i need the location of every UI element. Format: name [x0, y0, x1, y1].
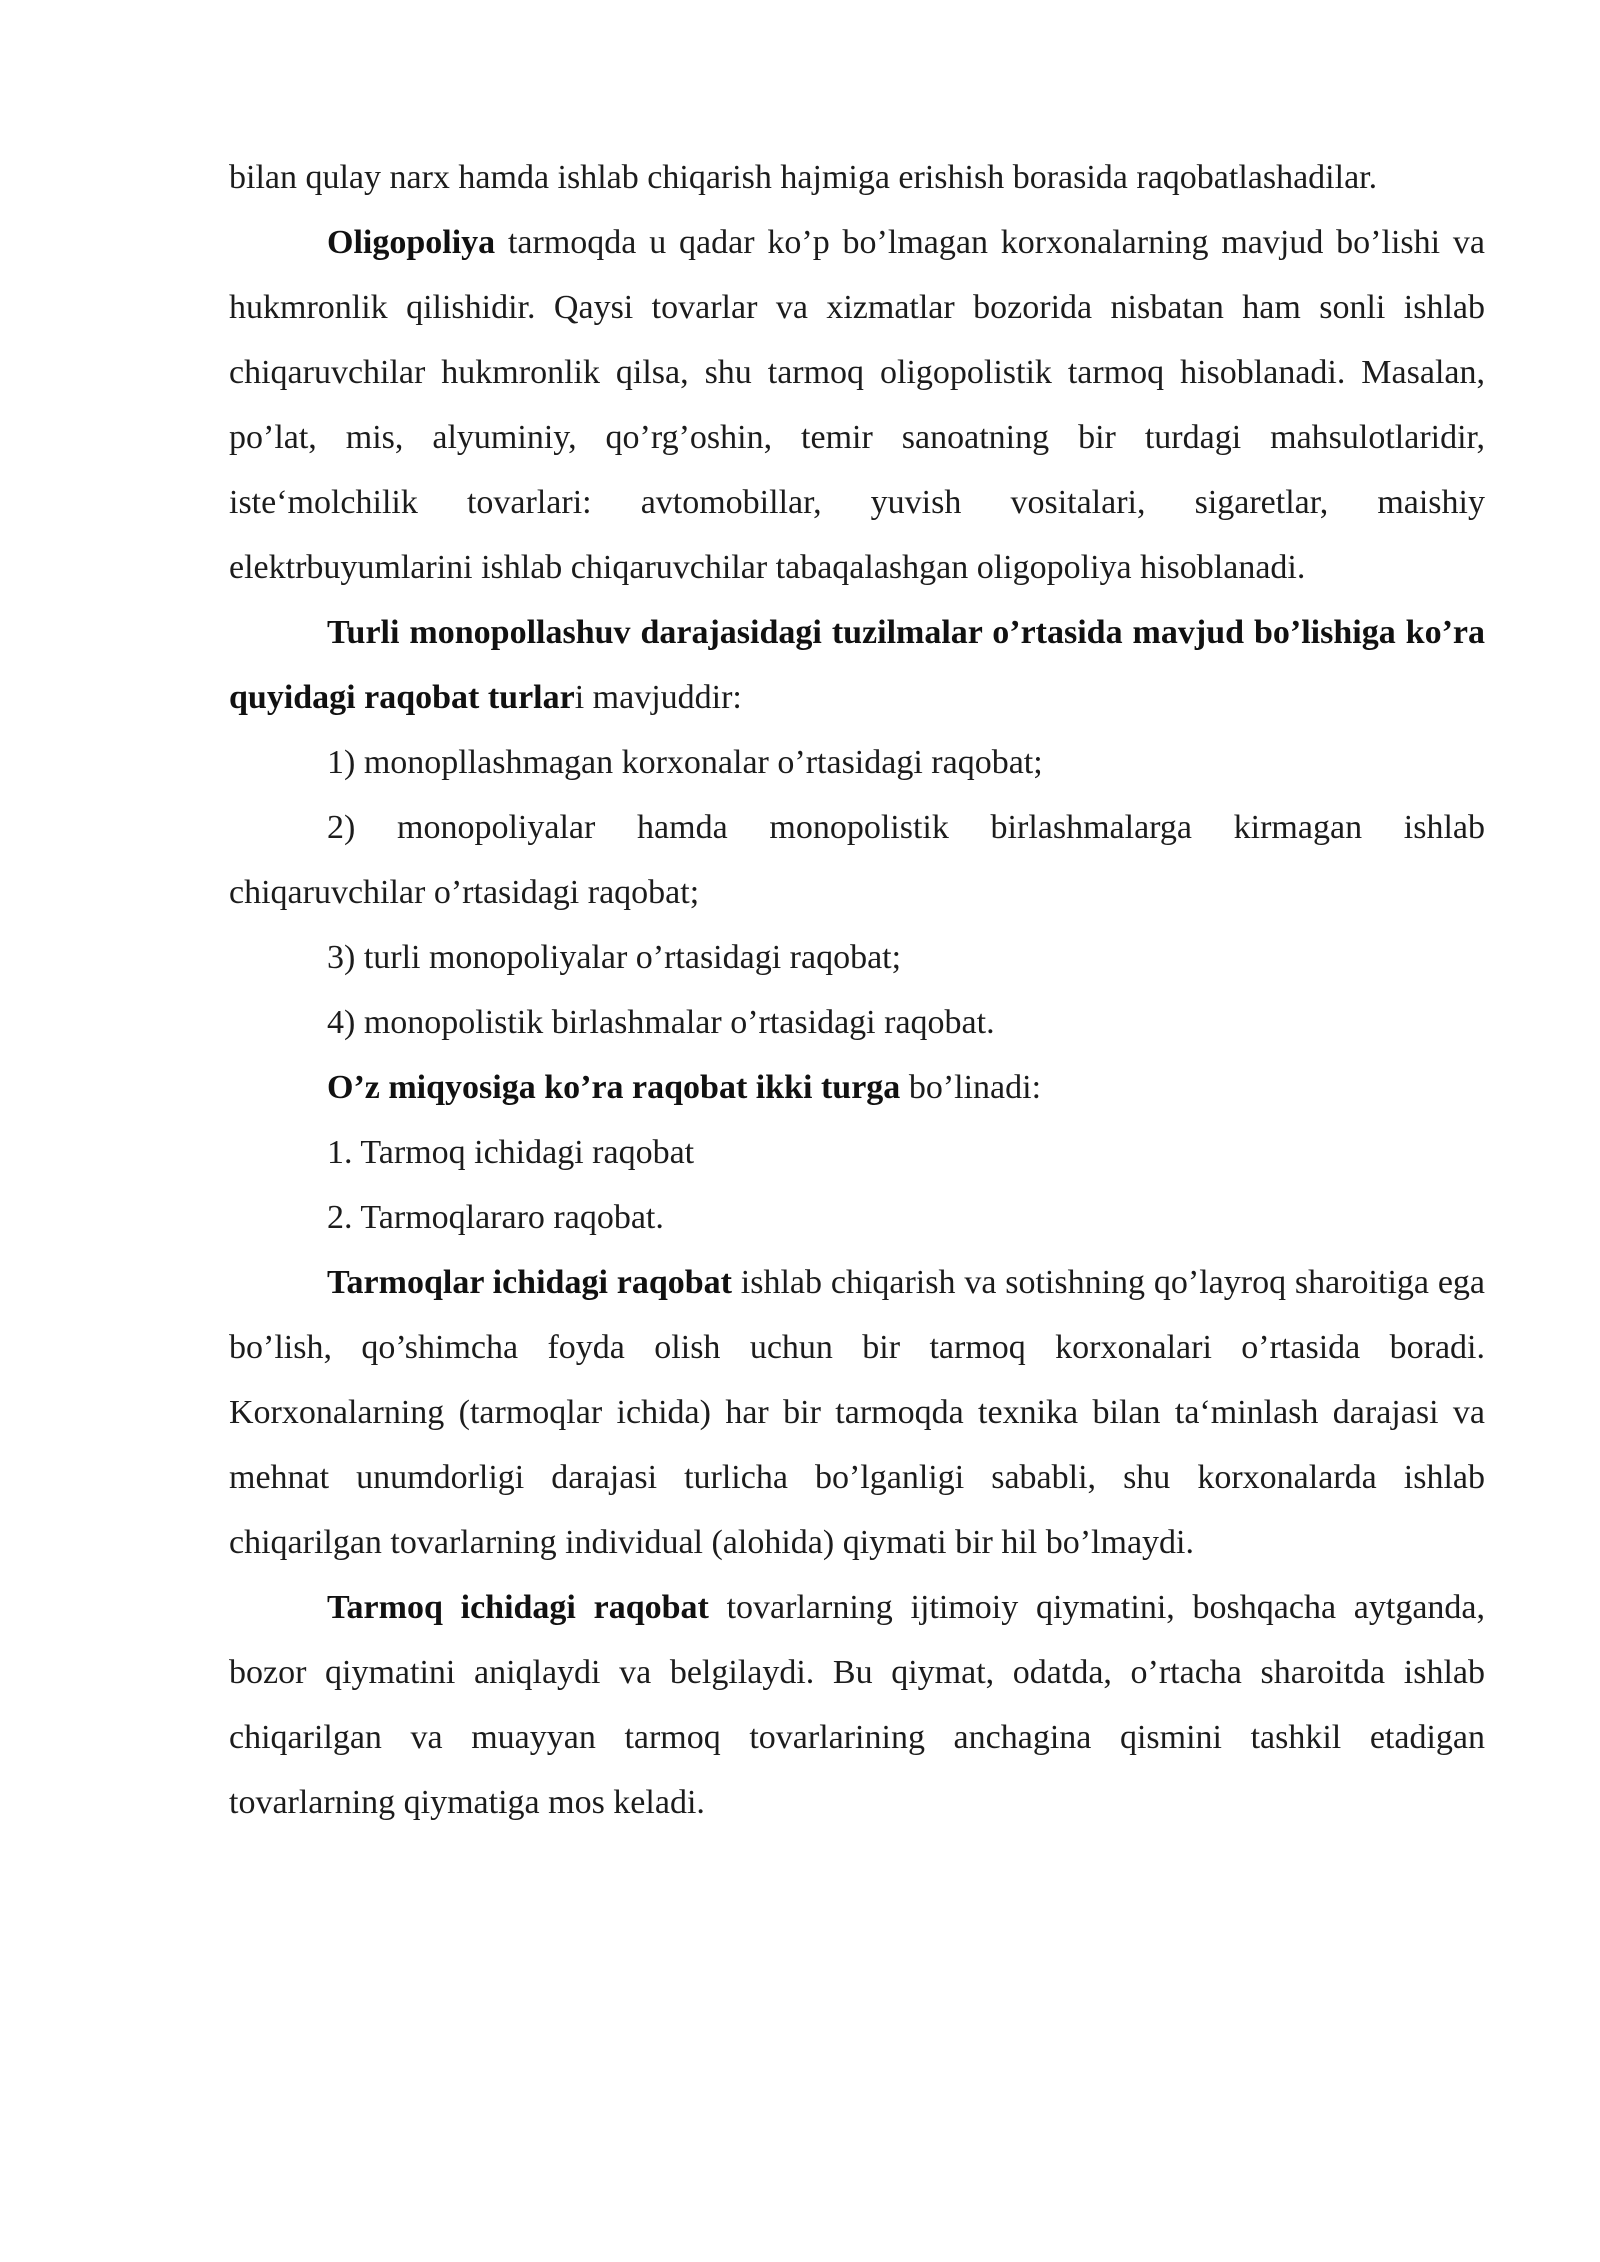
list-item-3 [229, 925, 1485, 990]
paragraph-intro-continuation [229, 145, 1485, 210]
list-item-text: 4) monopolistik birlashmalar o’rtasidagi raqobat. [327, 1004, 995, 1041]
numbered-item-text: 1. Tarmoq ichidagi raqobat [327, 1134, 695, 1171]
paragraph-intra-industry-competition [229, 1250, 1485, 1575]
heading-competition-types: Turli monopollashuv darajasidagi tuzilmalar o’rtasida mavjud bo’lishiga ko’ra quyidagi raqobat turlar [229, 614, 1485, 716]
paragraph-text: bilan qulay narx hamda ishlab chiqarish hajmiga erishish borasida raqobatlashadilar. [229, 159, 1378, 196]
paragraph-competition-types-heading [229, 600, 1485, 730]
paragraph-text: bo’linadi: [900, 1069, 1042, 1106]
paragraph-oligopoliya [229, 210, 1485, 600]
document-page [229, 145, 1485, 1835]
heading-scale-types: O’z miqyosiga ko’ra raqobat ikki turga [327, 1069, 901, 1106]
paragraph-text: tarmoqda u qadar ko’p bo’lmagan korxonalarning mavjud bo’lishi va hukmronlik qilishidir. Qaysi tovarlar va xizmatlar bozorida nisbatan ham sonli ishlab chiqaruvchilar hukmronlik qilsa, shu tarmoq oligopolistik tarmoq hisoblanadi. Masalan, po’lat, mis, alyuminiy, qo’rg’oshin, temir sanoatning bir turdagi mahsulotlaridir, iste‘molchilik tovarlari: avtomobillar, yuvish vositalari, sigaretlar, maishiy elektrbuyumlarini ishlab chiqaruvchilar tabaqalashgan oligopoliya hisoblanadi. [229, 224, 1485, 586]
list-item-2 [229, 795, 1485, 925]
list-item-text: 1) monopllashmagan korxonalar o’rtasidagi raqobat; [327, 744, 1043, 781]
paragraph-scale-heading [229, 1055, 1485, 1120]
list-item-text: 3) turli monopoliyalar o’rtasidagi raqobat; [327, 939, 902, 976]
numbered-item-text: 2. Tarmoqlararo raqobat. [327, 1199, 664, 1236]
paragraph-industry-value [229, 1575, 1485, 1835]
paragraph-text: ishlab chiqarish va sotishning qo’layroq sharoitiga ega bo’lish, qo’shimcha foyda olish uchun bir tarmoq korxonalari o’rtasida boradi. Korxonalarning (tarmoqlar ichida) har bir tarmoqda texnika bilan ta‘minlash darajasi va mehnat unumdorligi darajasi turlicha bo’lganligi sababli, shu korxonalarda ishlab chiqarilgan tovarlarning individual (alohida) qiymati bir hil bo’lmaydi. [229, 1264, 1485, 1561]
list-item-4 [229, 990, 1485, 1055]
numbered-item-1 [229, 1120, 1485, 1185]
paragraph-text: i mavjuddir: [574, 679, 742, 716]
term-tarmoq-ichidagi-raqobat: Tarmoq ichidagi raqobat [327, 1589, 709, 1626]
list-item-1 [229, 730, 1485, 795]
paragraph-text: tovarlarning ijtimoiy qiymatini, boshqacha aytganda, bozor qiymatini aniqlaydi va belgilaydi. Bu qiymat, odatda, o’rtacha sharoitda ishlab chiqarilgan va muayyan tarmoq tovarlarining anchagina qismini tashkil etadigan tovarlarning qiymatiga mos keladi. [229, 1589, 1485, 1821]
term-oligopoliya: Oligopoliya [327, 224, 496, 261]
numbered-item-2 [229, 1185, 1485, 1250]
list-item-text: 2) monopoliyalar hamda monopolistik birlashmalarga kirmagan ishlab chiqaruvchilar o’rtasidagi raqobat; [229, 809, 1485, 911]
term-tarmoqlar-ichidagi-raqobat: Tarmoqlar ichidagi raqobat [327, 1264, 732, 1301]
